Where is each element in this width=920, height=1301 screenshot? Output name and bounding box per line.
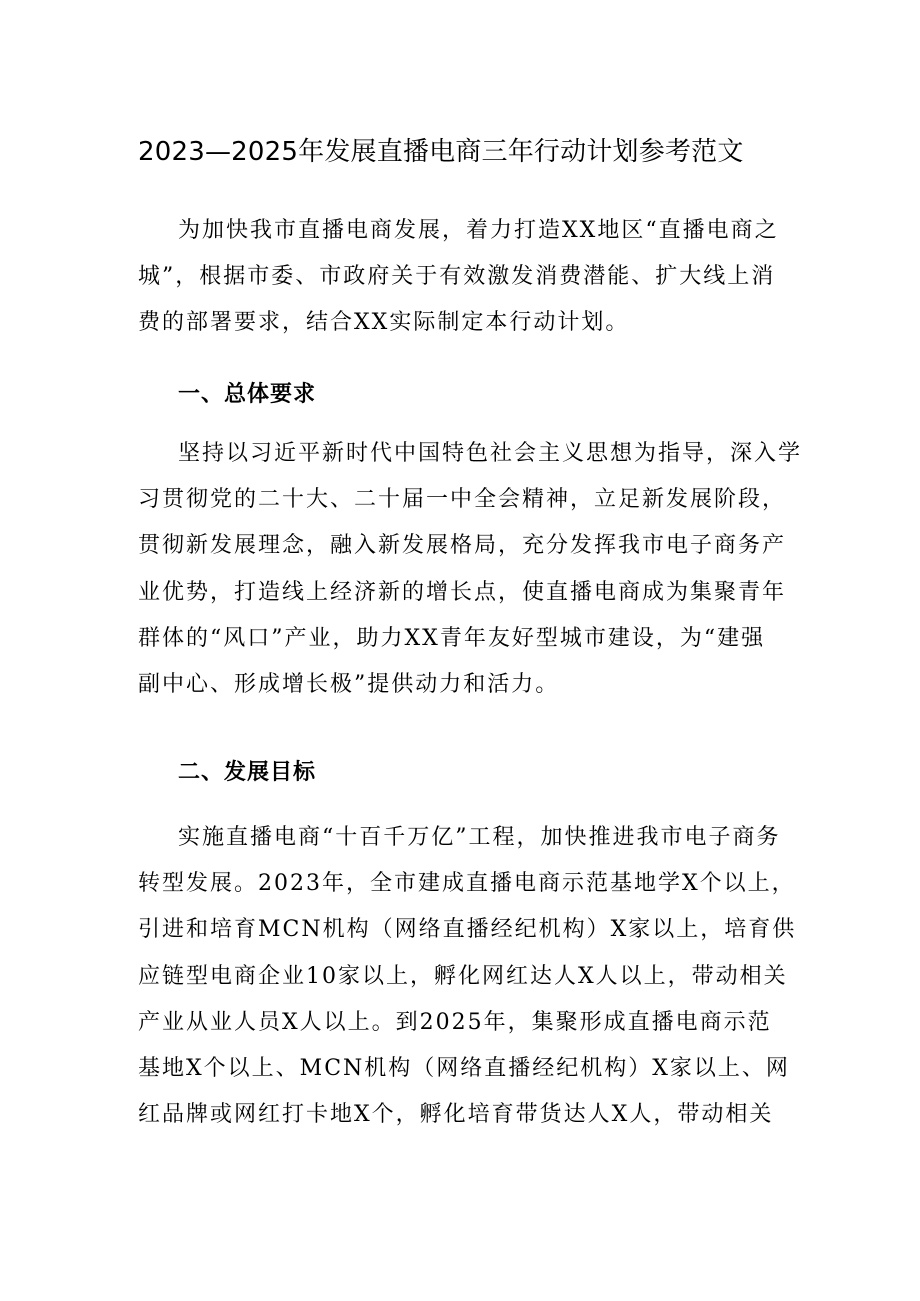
paragraph-line: 坚持以习近平新时代中国特色社会主义思想为指导，深入学: [178, 441, 803, 466]
paragraph-line: 贯彻新发展理念，融入新发展格局，充分发挥我市电子商务产: [138, 533, 787, 559]
paragraph-line: 转型发展。2023年，全市建成直播电商示范基地学X个以上，: [138, 871, 796, 897]
paragraph-line: 城”，根据市委、市政府关于有效激发消费潜能、扩大线上消: [138, 264, 776, 290]
paragraph-line: 引进和培育MCN机构（网络直播经纪机构）X家以上，培育供: [138, 917, 797, 943]
paragraph-line: 费的部署要求，结合XX实际制定本行动计划。: [138, 310, 630, 336]
paragraph-line: 产业从业人员X人以上。到2025年，集聚形成直播电商示范: [138, 1009, 772, 1035]
paragraph-line: 副中心、形成增长极”提供动力和活力。: [138, 672, 560, 698]
intro-paragraph: [138, 208, 788, 347]
paragraph-line: 群体的“风口”产业，助力XX青年友好型城市建设，为“建强: [138, 625, 766, 651]
paragraph-line: 为加快我市直播电商发展，着力打造XX地区“直播电商之: [178, 218, 779, 243]
development-goals-paragraph: [138, 815, 797, 1138]
overall-requirements-paragraph: [138, 431, 803, 708]
paragraph-line: 应链型电商企业10家以上，孵化网红达人X人以上，带动相关: [138, 963, 788, 989]
section-heading-overall-requirements: 一、总体要求: [178, 382, 317, 407]
paragraph-line: 习贯彻党的二十大、二十届一中全会精神，立足新发展阶段，: [138, 487, 787, 513]
paragraph-line: 基地X个以上、MCN机构（网络直播经纪机构）X家以上、网: [138, 1056, 790, 1082]
paragraph-line: 业优势，打造线上经济新的增长点，使直播电商成为集聚青年: [138, 579, 787, 605]
paragraph-line: 实施直播电商“十百千万亿”工程，加快推进我市电子商务: [178, 825, 781, 850]
paragraph-line: 红品牌或网红打卡地X个，孵化培育带货达人X人，带动相关: [138, 1102, 774, 1128]
section-heading-development-goals: 二、发展目标: [178, 760, 317, 785]
document-title: 2023—2025年发展直播电商三年行动计划参考范文: [138, 137, 744, 167]
